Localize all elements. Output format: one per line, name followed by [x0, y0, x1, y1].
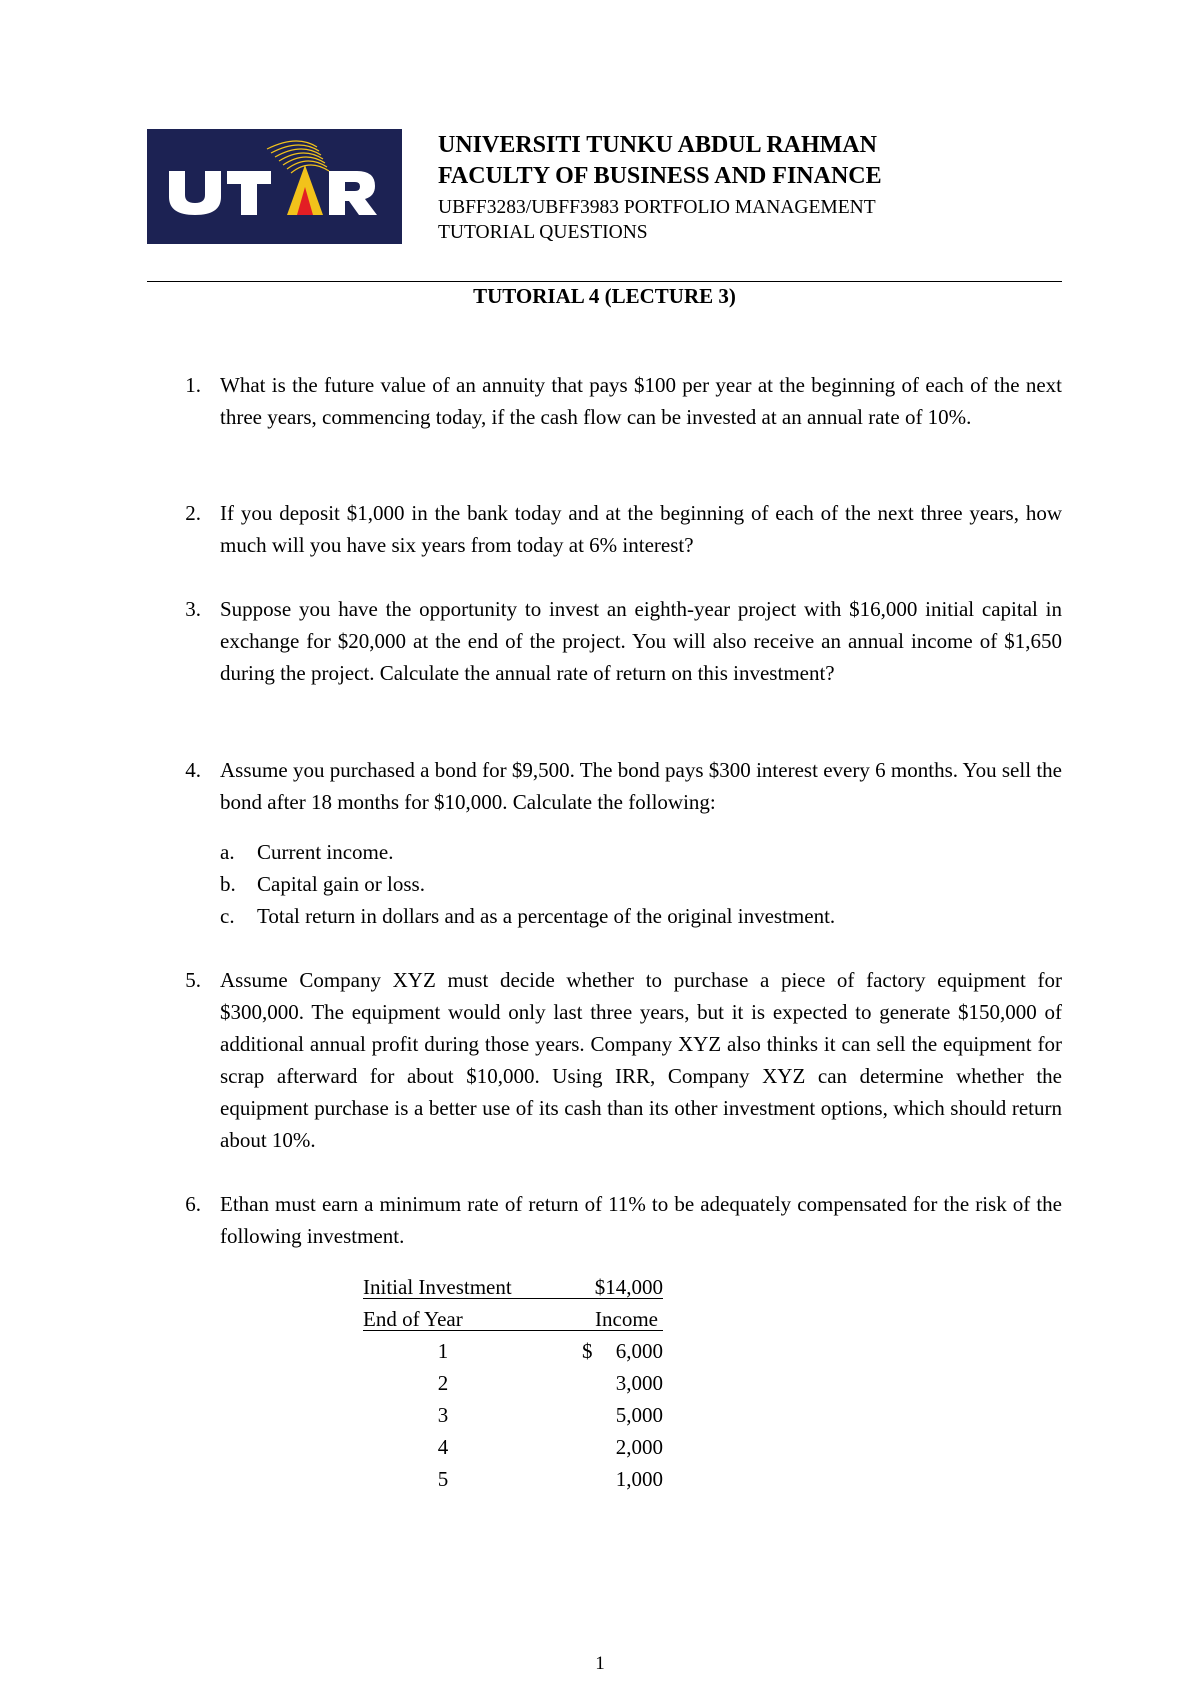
table-row: [363, 1399, 663, 1431]
question-number: 4.: [185, 758, 201, 782]
initial-investment-value: $14,000: [594, 1275, 663, 1299]
question-number: 5.: [185, 968, 201, 992]
question-text: If you deposit $1,000 in the bank today and at the beginning of each of the next three years, how much will you have six years from today at 6% interest?: [220, 501, 1062, 557]
initial-investment-label: Initial Investment: [363, 1275, 512, 1299]
header-divider: [147, 281, 1062, 282]
income-cell: 1,000: [615, 1467, 663, 1491]
question-4: [170, 754, 1062, 932]
question-text: Assume Company XYZ must decide whether to purchase a piece of factory equipment for $300,000. The equipment would only last three years, but it is expected to generate $150,000 of additional annual profit during those years. Company XYZ also thinks it can sell the equipment for scrap afterward for about $10,000. Using IRR, Company XYZ can determine whether the equipment purchase is a better use of its cash than its other investment options, which should return about 10%.: [220, 968, 1062, 1152]
table-row: [363, 1463, 663, 1495]
question-5: [170, 964, 1062, 1156]
question-text: Assume you purchased a bond for $9,500. The bond pays $300 interest every 6 months. You sell the bond after 18 months for $10,000. Calculate the following:: [220, 758, 1062, 814]
document-type: TUTORIAL QUESTIONS: [438, 221, 648, 243]
sub-question-b: [220, 868, 1062, 900]
currency-symbol: $: [582, 1339, 593, 1363]
sub-label: b.: [220, 872, 236, 896]
question-number: 3.: [185, 597, 201, 621]
question-3: [170, 593, 1062, 689]
table-row: [363, 1335, 663, 1367]
question-1: [170, 369, 1062, 433]
year-cell: 5: [437, 1467, 449, 1491]
question-number: 2.: [185, 501, 201, 525]
year-cell: 2: [437, 1371, 449, 1395]
year-cell: 1: [437, 1339, 449, 1363]
question-number: 6.: [185, 1192, 201, 1216]
university-name: UNIVERSITI TUNKU ABDUL RAHMAN: [438, 132, 877, 158]
question-number: 1.: [185, 373, 201, 397]
sub-question-c: [220, 900, 1062, 932]
question-2: [170, 497, 1062, 561]
underline: [363, 1298, 663, 1299]
table-header-row: [363, 1303, 663, 1335]
utar-logo: [147, 129, 402, 244]
year-cell: 3: [437, 1403, 449, 1427]
underline: [363, 1330, 663, 1331]
sub-text: Capital gain or loss.: [257, 872, 425, 896]
sub-question-a: [220, 836, 1062, 868]
question-text: What is the future value of an annuity that pays $100 per year at the beginning of each of the next three years, commencing today, if the cash flow can be invested at an annual rate of 10%.: [220, 373, 1062, 429]
income-cell: 6,000: [615, 1339, 663, 1363]
sub-question-list: [220, 836, 1062, 932]
sub-text: Total return in dollars and as a percentage of the original investment.: [257, 904, 836, 928]
question-text: Suppose you have the opportunity to invest an eighth-year project with $16,000 initial capital in exchange for $20,000 at the end of the project. You will also receive an annual income of $1,650 during the project. Calculate the annual rate of return on this investment?: [220, 597, 1062, 685]
sub-label: a.: [220, 840, 235, 864]
income-cell: 5,000: [615, 1403, 663, 1427]
table-row: [363, 1431, 663, 1463]
column-header-year: End of Year: [363, 1307, 463, 1331]
page-number: 1: [595, 1653, 605, 1674]
initial-investment-row: [363, 1271, 663, 1303]
tutorial-title: TUTORIAL 4 (LECTURE 3): [473, 284, 736, 308]
question-text: Ethan must earn a minimum rate of return of 11% to be adequately compensated for the risk of the following investment.: [220, 1192, 1062, 1248]
course-code: UBFF3283/UBFF3983 PORTFOLIO MANAGEMENT: [438, 196, 876, 218]
sub-text: Current income.: [257, 840, 394, 864]
question-6: [170, 1188, 1062, 1252]
income-cell: 2,000: [615, 1435, 663, 1459]
income-table: [363, 1271, 663, 1495]
table-row: [363, 1367, 663, 1399]
year-cell: 4: [437, 1435, 449, 1459]
column-header-income: Income: [595, 1307, 658, 1331]
faculty-name: FACULTY OF BUSINESS AND FINANCE: [438, 162, 882, 189]
sub-label: c.: [220, 904, 235, 928]
header-block: [438, 131, 882, 244]
income-cell: 3,000: [615, 1371, 663, 1395]
